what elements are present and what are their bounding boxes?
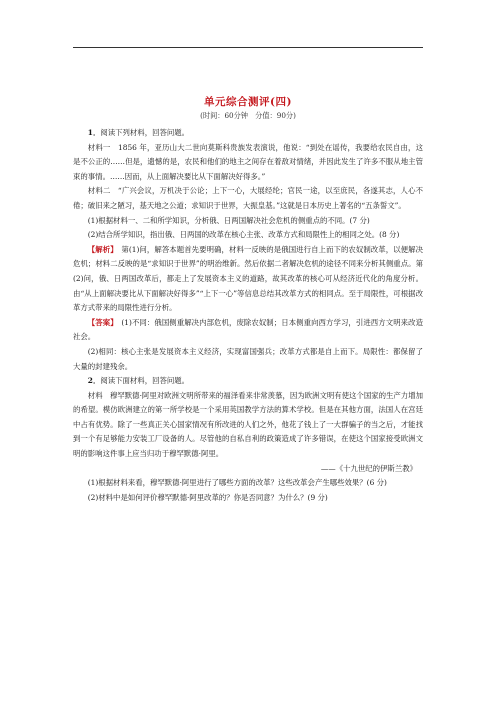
answer-paragraph: 【答案】 (1)不同：俄国侧重解决内部危机，废除农奴制；日本侧重向西方学习，引进西方文明来改造社会。 — [73, 317, 423, 342]
material-1: 材料一 1856 年，亚历山大二世向莫斯科贵族发表演说，他说：“到处在谣传，我要给农民自由，这是不公正的……但是，遗憾的是，农民和他们的地主之间存在着敌对情绪，并因此发生了许多不服从地主管束的事情。……因而，从上面解决要比从下面解决好得多。” — [73, 142, 423, 181]
document-body — [73, 126, 423, 505]
exam-info: (时间：60分钟 分值：90分) — [200, 111, 296, 120]
question-2-sub-1: (1)根据材料来看，穆罕默德·阿里进行了哪些方面的改革？这些改革会产生哪些效果？(6 分) — [87, 478, 387, 488]
header-rule — [73, 47, 423, 48]
answer-part-2: (2)相同：核心主张是发展资本主义经济，实现富国强兵；改革方式都是自上而下。局限性：都保留了大量的封建残余。 — [73, 346, 423, 371]
page-title: 单元综合测评(四) — [204, 96, 292, 108]
question-1-prompt: 1．阅读下列材料，回答问题。 — [87, 128, 190, 137]
question-2-prompt: 2．阅读下面材料，回答问题。 — [87, 376, 190, 386]
question-number: 1． — [87, 128, 101, 137]
material-2: 材料二 “广兴会议，万机决于公论；上下一心，大展经纶；官民一途，以至庶民，各遂其志，人心不倦；破旧来之陋习，基天地之公道；求知识于世界，大振皇基。”这就是日本历史上著名的“五条誓文”。 — [73, 186, 423, 210]
sub-question-2: (2)结合所学知识，指出俄、日两国的改革在核心主张、改革方式和局限性上的相同之处。(8 分) — [87, 230, 400, 240]
question-number: 2． — [87, 376, 101, 386]
question-2-sub-2: (2)材料中是如何评价穆罕默德·阿里改革的？你是否同意？为什么？(9 分) — [87, 492, 328, 502]
material-source: ——《十九世纪的伊斯兰教》 — [320, 463, 417, 473]
sub-question-1: (1)根据材料一、二和所学知识，分析俄、日两国解决社会危机的侧重点的不同。(7 分) — [87, 215, 370, 225]
analysis-tag: 【解析】 — [87, 244, 114, 254]
answer-tag: 【答案】 — [87, 317, 114, 327]
question-2-material: 材料 穆罕默德·阿里对欧洲文明所带来的福泽看来非常羡慕，因为欧洲文明有使这个国家的生产力增加的希望。模仿欧洲建立的第一所学校是一个采用英国教学方法的算术学校。但是在其他方面，法国人在宫廷中占有优势。除了一些真正关心国家情况有所改进的人们之外，他花了钱上了一大群骗子的当之后，才能找到一个有足够能力安装工厂设备的人。尽管他的自私自利的政策造成了许多错误，在使这个国家接受欧洲文明的影响这件事上应当归功于穆罕默德·阿里。 — [73, 390, 423, 459]
analysis-paragraph: 【解析】 第(1)问，解答本题首先要明确，材料一反映的是俄国进行自上而下的农奴制改革，以便解决危机；材料二反映的是“求知识于世界”的明治维新。然后依据二者解决危机的途径不同来分析其侧重点。第(2)问，俄、日两国改革后，都走上了发展资本主义的道路，故其改革的核心可从经济近代化的角度分析。由“从上面解决要比从下面解决好得多”“上下一心”等信息总结其改革方式的相同点。至于局限性，可根据改革方式带来的局限性进行分析。 — [73, 244, 423, 313]
